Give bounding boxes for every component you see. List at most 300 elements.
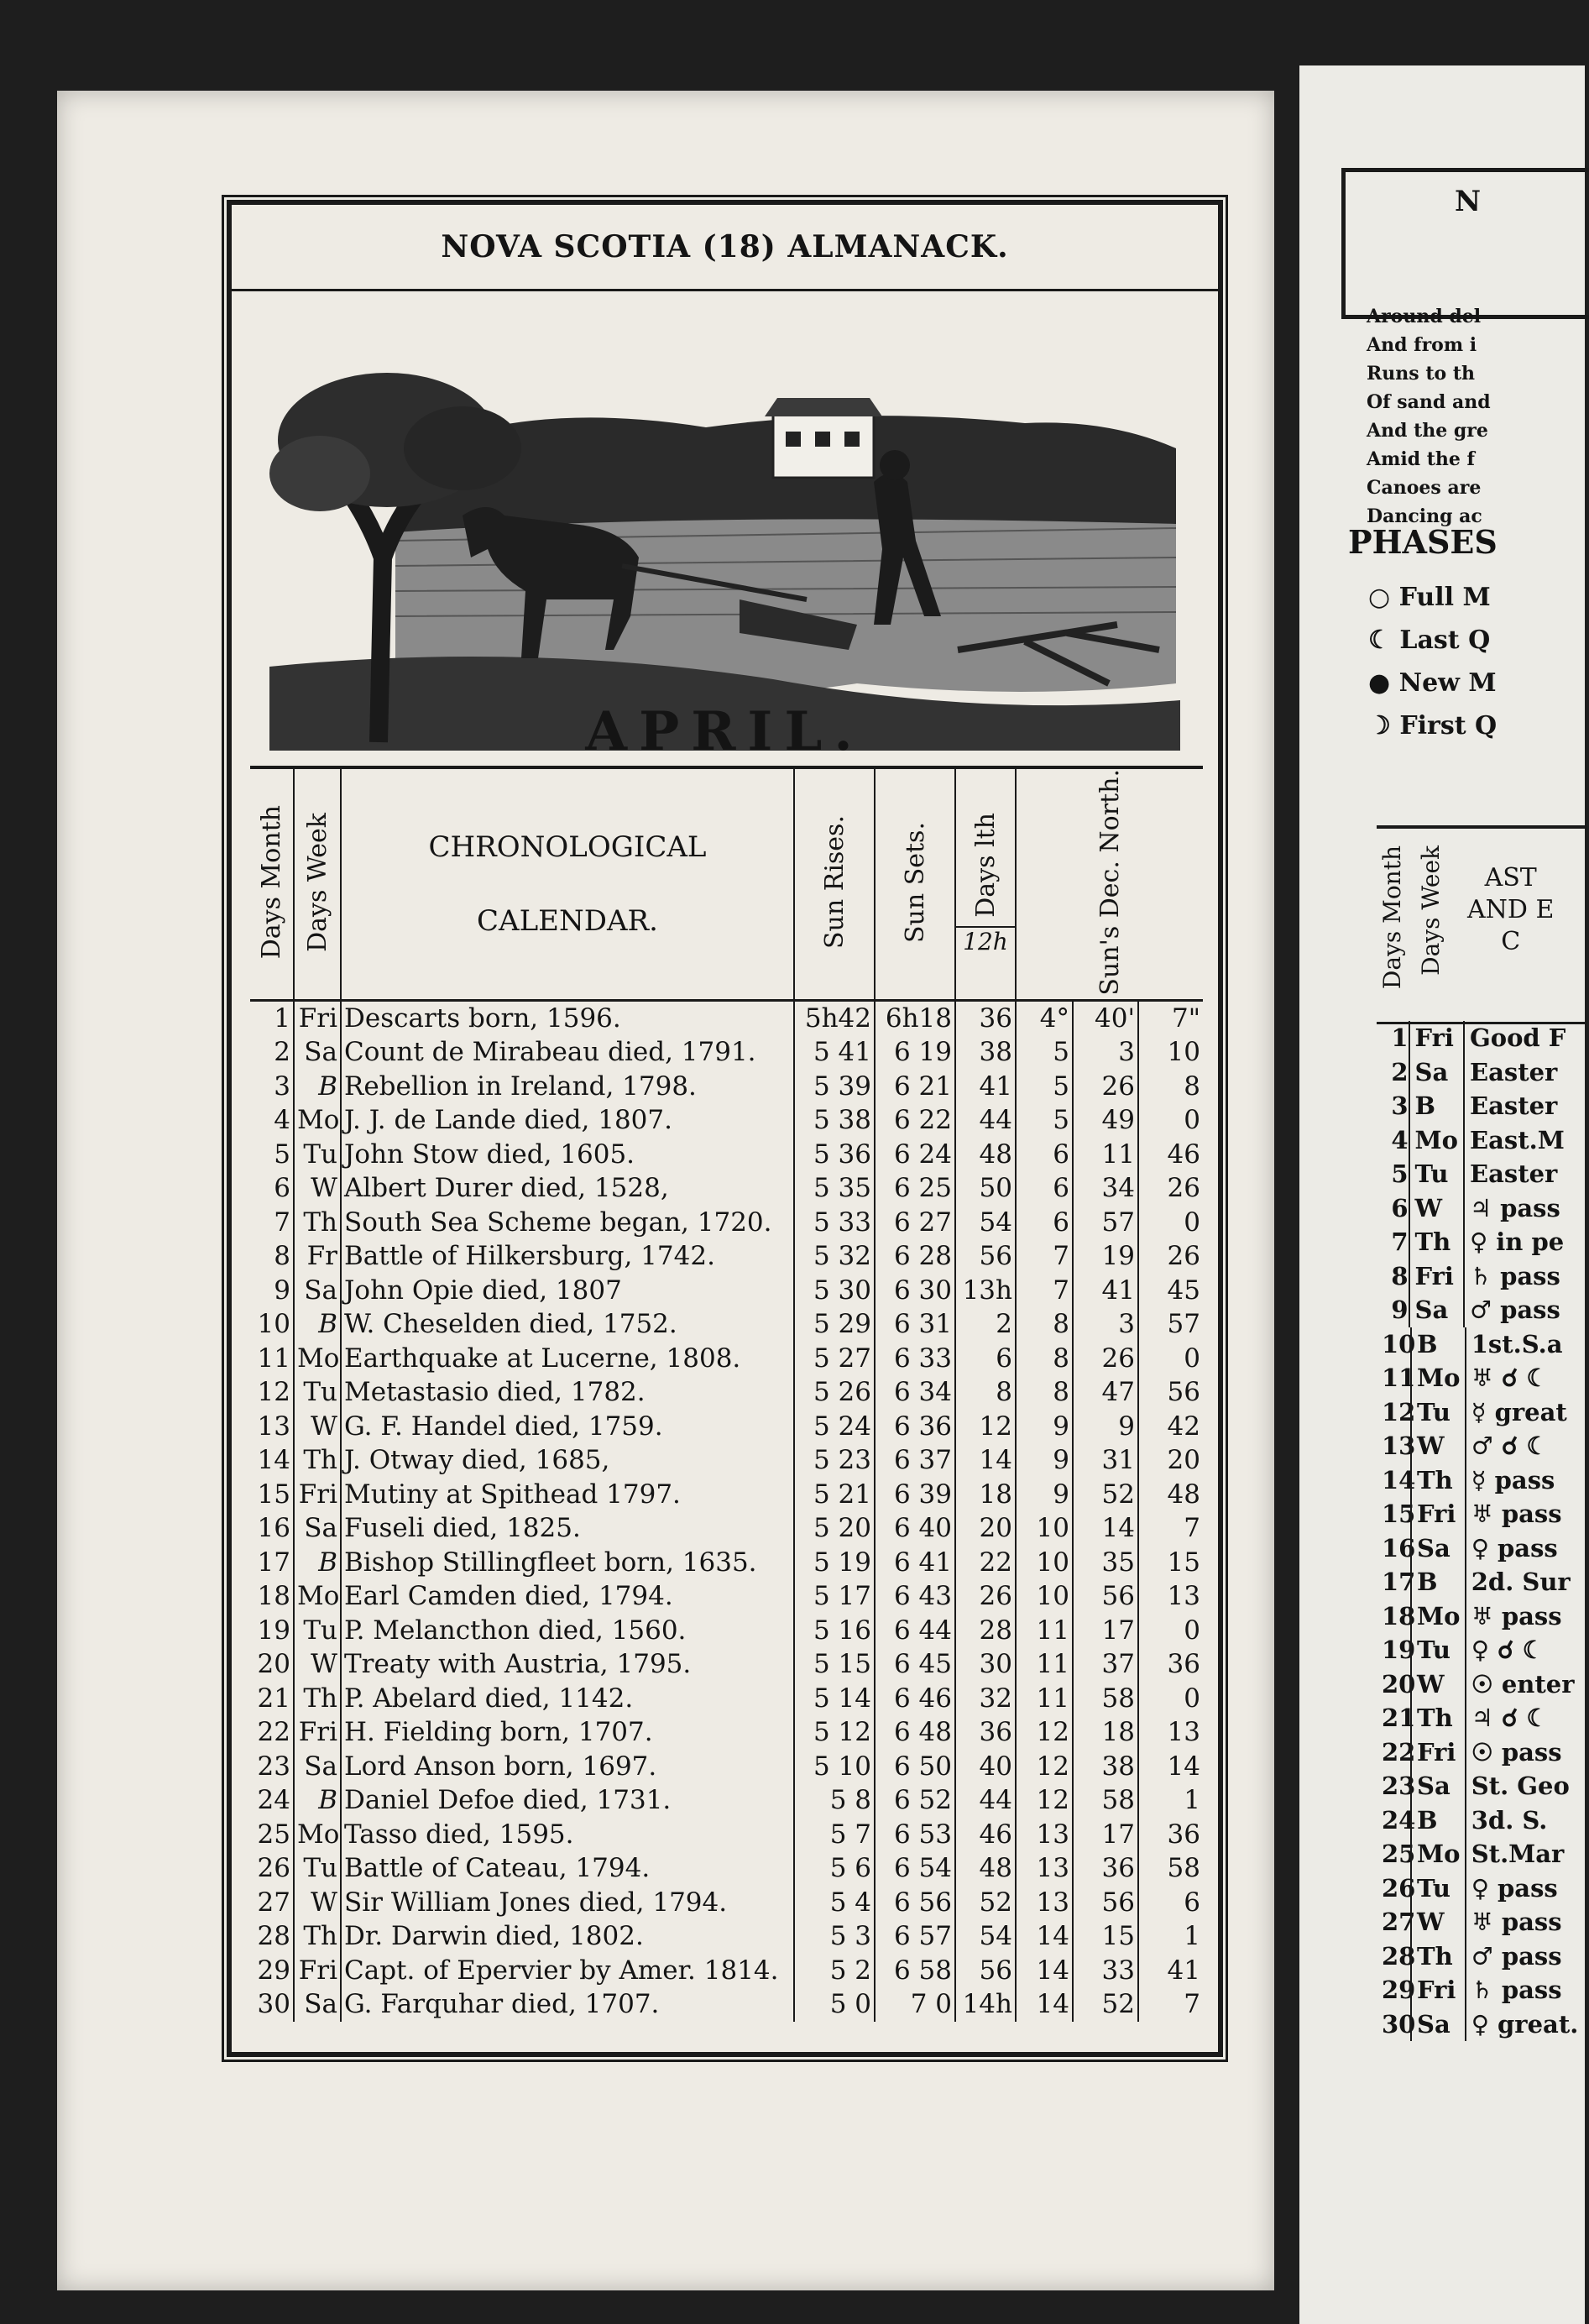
rp-cell: 3 [1391, 1091, 1409, 1120]
cell-day-length: 32 [955, 1682, 1016, 1716]
cell-sun-sets: 6 40 [875, 1511, 955, 1546]
rp-cell: ☉ enter [1465, 1667, 1586, 1702]
cell-sun-rises: 5 12 [794, 1715, 875, 1750]
cell-sun-sets: 6 45 [875, 1647, 955, 1682]
cell-dec-minutes: 52 [1073, 1987, 1138, 2022]
cell-dec-degrees: 6 [1016, 1138, 1073, 1172]
rp-cell: ♄ pass [1465, 1973, 1586, 2007]
cell-day-of-week: Sa [294, 1987, 341, 2022]
cell-sun-sets: 6 48 [875, 1715, 955, 1750]
rp-cell: ♃ ☌ ☾ [1465, 1701, 1586, 1735]
rp-cell: Fri [1409, 1259, 1463, 1294]
cell-dec-seconds: 0 [1138, 1103, 1203, 1138]
cell-dec-seconds: 36 [1138, 1818, 1203, 1852]
cell-day-of-week: Sa [294, 1750, 341, 1784]
cell-sun-rises: 5 17 [794, 1579, 875, 1614]
cell-dec-minutes: 26 [1073, 1070, 1138, 1104]
cell-day-of-week: B [294, 1070, 341, 1104]
col-days-week: Days Week [294, 767, 341, 1000]
table-row [250, 1682, 1203, 1716]
cell-sun-rises: 5 4 [794, 1886, 875, 1920]
rp-cell: Sa [1410, 2007, 1465, 2042]
cell-day-of-week: Mo [294, 1818, 341, 1852]
rp-cell: St. Geo [1465, 1769, 1586, 1803]
cell-dec-seconds: 15 [1138, 1546, 1203, 1580]
rp-cell: ♀ ☌ ☾ [1465, 1633, 1586, 1667]
phases-title: PHASES [1348, 523, 1498, 561]
cell-sun-sets: 6 56 [875, 1886, 955, 1920]
phases-list: ○ Full M ☾ Last Q ● New M ☽ First Q [1368, 583, 1498, 741]
cell-day-of-week: Th [294, 1682, 341, 1716]
rp-cell: 5 [1391, 1159, 1409, 1188]
cell-dec-seconds: 0 [1138, 1206, 1203, 1240]
rp-cell: Th [1409, 1225, 1463, 1259]
table-row [250, 1851, 1203, 1886]
cell-dec-minutes: 11 [1073, 1138, 1138, 1172]
cell-dec-minutes: 52 [1073, 1478, 1138, 1512]
cell-sun-rises: 5 8 [794, 1783, 875, 1818]
cell-event: Fuseli died, 1825. [341, 1511, 794, 1546]
page-header: NOVA SCOTIA (18) ALMANACK. [232, 205, 1218, 291]
cell-sun-sets: 6 24 [875, 1138, 955, 1172]
cell-dec-seconds: 1 [1138, 1919, 1203, 1954]
table-row [250, 1647, 1203, 1682]
cell-dec-minutes: 17 [1073, 1818, 1138, 1852]
rp-cell: Fri [1410, 1735, 1465, 1770]
cell-dec-minutes: 3 [1073, 1307, 1138, 1342]
rp-cell: 27 [1382, 1908, 1416, 1936]
cell-sun-rises: 5 36 [794, 1138, 875, 1172]
cell-event: Metastasio died, 1782. [341, 1375, 794, 1410]
cell-day-of-month: 22 [257, 1717, 290, 1748]
table-row [250, 1239, 1203, 1274]
cell-dec-degrees: 13 [1016, 1851, 1073, 1886]
table-row [250, 1579, 1203, 1614]
table-row [250, 1443, 1203, 1478]
cell-sun-sets: 6 30 [875, 1274, 955, 1308]
rp-cell: 15 [1382, 1500, 1416, 1528]
table-row [250, 1919, 1203, 1954]
rp-table-row [1377, 1191, 1586, 1226]
ploughman-engraving [269, 348, 1180, 751]
cell-day-length: 54 [955, 1206, 1016, 1240]
cell-sun-sets: 6 28 [875, 1239, 955, 1274]
cell-event: Count de Mirabeau died, 1791. [341, 1035, 794, 1070]
rp-cell: ♂ pass [1465, 1939, 1586, 1974]
cell-dec-degrees: 12 [1016, 1715, 1073, 1750]
right-table-rows [1377, 1021, 1586, 2041]
rp-cell: Fri [1410, 1973, 1465, 2007]
rp-table-row [1377, 1361, 1586, 1395]
cell-sun-sets: 6 25 [875, 1171, 955, 1206]
cell-sun-sets: 6 39 [875, 1478, 955, 1512]
table-row [250, 1375, 1203, 1410]
rp-cell: 9 [1391, 1295, 1409, 1324]
rp-table-row [1377, 1293, 1586, 1327]
rp-cell: 24 [1382, 1805, 1416, 1835]
right-table-header [1377, 825, 1586, 1024]
table-row [250, 1546, 1203, 1580]
rp-cell: W [1410, 1667, 1465, 1702]
cell-day-length: 54 [955, 1919, 1016, 1954]
rp-cell: 13 [1382, 1432, 1416, 1460]
cell-day-of-month: 8 [274, 1241, 290, 1272]
cell-dec-minutes: 47 [1073, 1375, 1138, 1410]
cell-sun-sets: 6 27 [875, 1206, 955, 1240]
cell-day-length: 44 [955, 1783, 1016, 1818]
cell-sun-rises: 5 33 [794, 1206, 875, 1240]
rp-cell: ♂ ☌ ☾ [1465, 1429, 1586, 1463]
rp-cell: St.Mar [1465, 1837, 1586, 1871]
rp-cell: Mo [1410, 1361, 1465, 1395]
cell-day-of-month: 3 [274, 1070, 290, 1102]
cell-sun-rises: 5 14 [794, 1682, 875, 1716]
cell-dec-degrees: 14 [1016, 1987, 1073, 2022]
cell-dec-seconds: 1 [1138, 1783, 1203, 1818]
rp-cell: Easter [1463, 1055, 1586, 1090]
rp-cell: Mo [1410, 1599, 1465, 1634]
cell-day-of-week: B [294, 1783, 341, 1818]
cell-dec-seconds: 57 [1138, 1307, 1203, 1342]
cell-dec-seconds: 13 [1138, 1579, 1203, 1614]
cell-dec-degrees: 13 [1016, 1886, 1073, 1920]
cell-day-of-week: Sa [294, 1274, 341, 1308]
rp-cell: B [1410, 1565, 1465, 1599]
cell-dec-minutes: 18 [1073, 1715, 1138, 1750]
cell-day-length: 41 [955, 1070, 1016, 1104]
cell-dec-degrees: 14 [1016, 1919, 1073, 1954]
cell-dec-degrees: 8 [1016, 1375, 1073, 1410]
rp-cell: 29 [1382, 1976, 1416, 2004]
first-quarter-icon: ☽ [1368, 711, 1391, 741]
rp-cell: Th [1410, 1463, 1465, 1498]
table-row [250, 1171, 1203, 1206]
cell-sun-rises: 5 26 [794, 1375, 875, 1410]
cell-dec-minutes: 9 [1073, 1410, 1138, 1444]
cell-sun-sets: 6 19 [875, 1035, 955, 1070]
cell-dec-minutes: 56 [1073, 1886, 1138, 1920]
cell-day-length: 56 [955, 1954, 1016, 1988]
cell-day-of-month: 12 [257, 1377, 290, 1408]
cell-dec-degrees: 4° [1016, 1000, 1073, 1035]
cell-sun-sets: 6 54 [875, 1851, 955, 1886]
cell-day-of-week: Mo [294, 1103, 341, 1138]
cell-dec-seconds: 14 [1138, 1750, 1203, 1784]
cell-dec-seconds: 7 [1138, 1987, 1203, 2022]
table-row [250, 1783, 1203, 1818]
rp-cell: Tu [1409, 1157, 1463, 1191]
rp-col-astronomical: AST AND E C [1467, 863, 1555, 956]
cell-day-length: 48 [955, 1138, 1016, 1172]
cell-sun-rises: 5 21 [794, 1478, 875, 1512]
cell-event: Rebellion in Ireland, 1798. [341, 1070, 794, 1104]
col-days-length: Days lth 12h [955, 767, 1016, 1000]
rp-col-days-month: Days Month [1378, 845, 1406, 990]
cell-day-length: 50 [955, 1171, 1016, 1206]
cell-sun-sets: 6 36 [875, 1410, 955, 1444]
table-row [250, 1987, 1203, 2022]
cell-day-length: 6 [955, 1342, 1016, 1376]
rp-table-row [1377, 1565, 1586, 1599]
cell-sun-sets: 6 58 [875, 1954, 955, 1988]
cell-dec-seconds: 26 [1138, 1239, 1203, 1274]
cell-day-of-week: Tu [294, 1851, 341, 1886]
cell-day-of-month: 1 [274, 1002, 290, 1034]
cell-dec-minutes: 3 [1073, 1035, 1138, 1070]
cell-dec-degrees: 11 [1016, 1647, 1073, 1682]
right-page-header: N [1455, 185, 1482, 218]
cell-dec-degrees: 5 [1016, 1103, 1073, 1138]
cell-day-of-week: W [294, 1410, 341, 1444]
cell-dec-degrees: 8 [1016, 1342, 1073, 1376]
cell-dec-degrees: 6 [1016, 1206, 1073, 1240]
cell-sun-sets: 7 0 [875, 1987, 955, 2022]
rp-table-row [1377, 1735, 1586, 1770]
rp-cell: 6 [1391, 1193, 1409, 1222]
rp-cell: Sa [1409, 1055, 1463, 1090]
rp-table-row [1377, 1055, 1586, 1090]
cell-sun-rises: 5 32 [794, 1239, 875, 1274]
cell-sun-rises: 5 7 [794, 1818, 875, 1852]
cell-dec-degrees: 10 [1016, 1511, 1073, 1546]
cell-dec-minutes: 49 [1073, 1103, 1138, 1138]
cell-dec-degrees: 6 [1016, 1171, 1073, 1206]
cell-dec-degrees: 14 [1016, 1954, 1073, 1988]
cell-dec-minutes: 38 [1073, 1750, 1138, 1784]
cell-sun-rises: 5 20 [794, 1511, 875, 1546]
cell-day-of-week: Fri [294, 1954, 341, 1988]
cell-dec-seconds: 20 [1138, 1443, 1203, 1478]
rp-cell: ♄ pass [1463, 1259, 1586, 1294]
table-row [250, 1342, 1203, 1376]
cell-sun-sets: 6 41 [875, 1546, 955, 1580]
rp-cell: 25 [1382, 1840, 1416, 1868]
cell-sun-rises: 5 10 [794, 1750, 875, 1784]
cell-dec-degrees: 11 [1016, 1682, 1073, 1716]
cell-day-length: 14h [955, 1987, 1016, 2022]
col-chronological-calendar: CHRONOLOGICAL CALENDAR. [341, 767, 794, 1000]
cell-day-of-month: 6 [274, 1173, 290, 1204]
cell-dec-minutes: 33 [1073, 1954, 1138, 1988]
rp-table-row [1377, 1123, 1586, 1158]
rp-table-row [1377, 1667, 1586, 1702]
rp-cell: 10 [1382, 1329, 1416, 1358]
rp-cell: 26 [1382, 1873, 1416, 1903]
cell-day-length: 48 [955, 1851, 1016, 1886]
cell-day-of-week: Fr [294, 1239, 341, 1274]
rp-cell: 12 [1382, 1397, 1416, 1426]
rp-table-row [1377, 1939, 1586, 1974]
cell-day-of-month: 9 [274, 1275, 290, 1306]
cell-event: P. Melancthon died, 1560. [341, 1614, 794, 1648]
rp-cell: B [1410, 1327, 1465, 1362]
cell-day-of-week: W [294, 1886, 341, 1920]
cell-dec-seconds: 58 [1138, 1851, 1203, 1886]
rp-cell: 1st.S.a [1465, 1327, 1586, 1362]
cell-dec-seconds: 7 [1138, 1511, 1203, 1546]
rp-cell: ☿ pass [1465, 1463, 1586, 1498]
rp-cell: ☿ great [1465, 1395, 1586, 1430]
cell-dec-degrees: 12 [1016, 1783, 1073, 1818]
rp-table-row [1377, 2007, 1586, 2042]
table-row [250, 1206, 1203, 1240]
cell-day-of-month: 26 [257, 1853, 290, 1884]
cell-day-of-month: 14 [257, 1445, 290, 1476]
rp-cell: ♀ pass [1465, 1531, 1586, 1566]
cell-sun-sets: 6 33 [875, 1342, 955, 1376]
rp-table-row [1377, 1021, 1586, 1055]
cell-day-of-month: 21 [257, 1683, 290, 1714]
rp-table-row [1377, 1769, 1586, 1803]
table-header-row [250, 767, 1203, 1000]
rp-table-row [1377, 1803, 1586, 1838]
cell-event: Lord Anson born, 1697. [341, 1750, 794, 1784]
cell-sun-sets: 6 46 [875, 1682, 955, 1716]
rp-cell: Easter [1463, 1089, 1586, 1123]
rp-cell: 16 [1382, 1533, 1416, 1562]
rp-cell: 19 [1382, 1636, 1416, 1664]
cell-event: W. Cheselden died, 1752. [341, 1307, 794, 1342]
cell-dec-seconds: 36 [1138, 1647, 1203, 1682]
rp-cell: 4 [1391, 1125, 1409, 1154]
cell-day-of-month: 25 [257, 1819, 290, 1850]
cell-day-of-month: 28 [257, 1921, 290, 1952]
last-quarter-icon: ☾ [1368, 625, 1391, 655]
rp-cell: East.M [1463, 1123, 1586, 1158]
cell-event: Bishop Stillingfleet born, 1635. [341, 1546, 794, 1580]
cell-dec-seconds: 56 [1138, 1375, 1203, 1410]
table-row [250, 1818, 1203, 1852]
cell-day-of-week: Th [294, 1206, 341, 1240]
cell-day-of-week: W [294, 1647, 341, 1682]
rp-cell: 3d. S. [1465, 1803, 1586, 1838]
cell-event: Earl Camden died, 1794. [341, 1579, 794, 1614]
cell-dec-seconds: 42 [1138, 1410, 1203, 1444]
cell-day-of-month: 15 [257, 1479, 290, 1510]
cell-dec-degrees: 10 [1016, 1579, 1073, 1614]
rp-cell: ♀ great. [1465, 2007, 1586, 2042]
cell-sun-rises: 5 6 [794, 1851, 875, 1886]
rp-cell: W [1410, 1429, 1465, 1463]
rp-table-row [1377, 1089, 1586, 1123]
cell-event: John Opie died, 1807 [341, 1274, 794, 1308]
calendar-table [250, 766, 1203, 2022]
cell-sun-sets: 6 52 [875, 1783, 955, 1818]
rp-cell: 21 [1382, 1704, 1416, 1732]
cell-day-of-month: 29 [257, 1955, 290, 1986]
rp-cell: Tu [1410, 1395, 1465, 1430]
cell-day-length: 8 [955, 1375, 1016, 1410]
rp-cell: Mo [1409, 1123, 1463, 1158]
cell-dec-minutes: 36 [1073, 1851, 1138, 1886]
poem: Around del And from i Runs to th Of sand and And the gre Amid the f Canoes are Dancing ac [1367, 306, 1491, 527]
rp-cell: B [1410, 1803, 1465, 1838]
cell-dec-seconds: 10 [1138, 1035, 1203, 1070]
cell-dec-minutes: 40' [1073, 1000, 1138, 1035]
cell-event: Daniel Defoe died, 1731. [341, 1783, 794, 1818]
cell-day-of-month: 10 [257, 1309, 290, 1340]
cell-dec-seconds: 13 [1138, 1715, 1203, 1750]
cell-day-length: 2 [955, 1307, 1016, 1342]
cell-sun-sets: 6 44 [875, 1614, 955, 1648]
cell-dec-minutes: 34 [1073, 1171, 1138, 1206]
cell-dec-seconds: 6 [1138, 1886, 1203, 1920]
cell-day-length: 30 [955, 1647, 1016, 1682]
cell-day-of-week: Fri [294, 1478, 341, 1512]
rp-col-days-week: Days Week [1417, 845, 1445, 976]
cell-day-of-week: Th [294, 1443, 341, 1478]
cell-sun-rises: 5 16 [794, 1614, 875, 1648]
rp-cell: Fri [1410, 1497, 1465, 1531]
cell-event: Capt. of Epervier by Amer. 1814. [341, 1954, 794, 1988]
cell-sun-sets: 6 53 [875, 1818, 955, 1852]
cell-day-of-week: Sa [294, 1511, 341, 1546]
cell-dec-seconds: 7" [1138, 1000, 1203, 1035]
rp-table-row [1377, 1633, 1586, 1667]
rp-cell: ♀ pass [1465, 1871, 1586, 1906]
table-row [250, 1614, 1203, 1648]
rp-cell: 20 [1382, 1669, 1416, 1699]
cell-day-of-month: 7 [274, 1206, 290, 1238]
new-moon-icon: ● [1368, 668, 1391, 698]
rp-cell: 11 [1382, 1364, 1416, 1392]
cell-day-length: 18 [955, 1478, 1016, 1512]
cell-day-of-week: B [294, 1546, 341, 1580]
cell-day-length: 38 [955, 1035, 1016, 1070]
cell-event: Battle of Cateau, 1794. [341, 1851, 794, 1886]
rp-cell: Mo [1410, 1837, 1465, 1871]
cell-dec-seconds: 26 [1138, 1171, 1203, 1206]
cell-day-length: 28 [955, 1614, 1016, 1648]
cell-day-of-month: 13 [257, 1411, 290, 1442]
rp-cell: 8 [1391, 1261, 1409, 1290]
rp-cell: 18 [1382, 1601, 1416, 1630]
col-days-month: Days Month [250, 767, 294, 1000]
table-row [250, 1000, 1203, 1035]
cell-dec-degrees: 5 [1016, 1035, 1073, 1070]
rp-cell: 28 [1382, 1941, 1416, 1971]
rp-cell: Easter [1463, 1157, 1586, 1191]
cell-dec-minutes: 57 [1073, 1206, 1138, 1240]
cell-dec-seconds: 0 [1138, 1342, 1203, 1376]
rp-table-row [1377, 1973, 1586, 2007]
cell-event: Descarts born, 1596. [341, 1000, 794, 1035]
cell-day-of-week: Tu [294, 1138, 341, 1172]
table-row [250, 1274, 1203, 1308]
cell-dec-minutes: 41 [1073, 1274, 1138, 1308]
table-row [250, 1070, 1203, 1104]
cell-event: J. Otway died, 1685, [341, 1443, 794, 1478]
rp-cell: 22 [1382, 1737, 1416, 1767]
cell-dec-minutes: 58 [1073, 1783, 1138, 1818]
rp-table-row [1377, 1871, 1586, 1906]
rp-cell: Sa [1409, 1293, 1463, 1327]
cell-day-length: 14 [955, 1443, 1016, 1478]
cell-sun-sets: 6 43 [875, 1579, 955, 1614]
cell-event: P. Abelard died, 1142. [341, 1682, 794, 1716]
cell-day-of-week: Sa [294, 1035, 341, 1070]
cell-sun-rises: 5 38 [794, 1103, 875, 1138]
col-sun-sets: Sun Sets. [875, 767, 955, 1000]
right-page-frame [1341, 168, 1589, 319]
rp-cell: ♅ pass [1465, 1497, 1586, 1531]
cell-day-length: 22 [955, 1546, 1016, 1580]
rp-cell: B [1409, 1089, 1463, 1123]
table-row [250, 1750, 1203, 1784]
cell-sun-rises: 5 39 [794, 1070, 875, 1104]
col-sun-rises: Sun Rises. [794, 767, 875, 1000]
almanac-page-frame [227, 200, 1223, 2057]
